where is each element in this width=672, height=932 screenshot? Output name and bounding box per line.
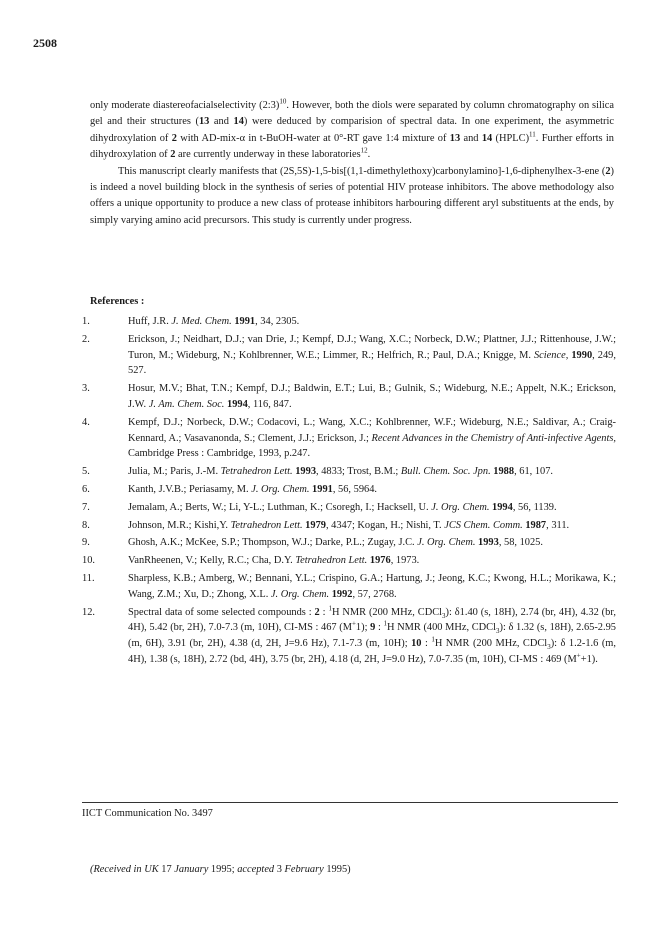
journal-name: Tetrahedron Lett. (295, 555, 368, 567)
journal-name: Tetrahedron Lett. (220, 466, 293, 478)
compound-number: 2 (314, 606, 320, 618)
citation-superscript: 12 (360, 146, 368, 155)
reference-year: 1991 (231, 316, 256, 327)
reference-item: 11. Sharpless, K.B.; Amberg, W.; Bennani, Y.L.; Crispino, G.A.; Hartung, J.; Jeong, K.C.; Kwong, H.L.; Morikawa, K.; Wang, Z.M.; Xu, D.; Zhong, X.L. J. Org. Chem. 1992, 57, 2768. (82, 572, 616, 600)
journal-name: J. Org. Chem. (417, 537, 476, 549)
reference-year: 1994 (489, 501, 513, 513)
journal-name: Science, (533, 349, 569, 361)
reference-year: 1987 (522, 519, 547, 531)
reference-number: 6. (82, 483, 90, 495)
reference-year: 1994 (224, 398, 248, 410)
reference-number: 8. (82, 519, 90, 531)
reference-year: 1991 (309, 483, 333, 495)
page-number: 2508 (33, 36, 57, 50)
references-list (82, 314, 616, 670)
reference-item: 3. Hosur, M.V.; Bhat, T.N.; Kempf, D.J.; Baldwin, E.T.; Lui, B.; Gulnik, S.; Wideburg, N.E.; Appelt, N.K.; Erickson, J.W. J. Am. Chem. Soc. 1994, 116, 847. (82, 383, 616, 410)
reference-year: 1993 (475, 537, 499, 549)
compound-number: 14 (481, 132, 493, 144)
citation-superscript: 11 (529, 130, 536, 139)
reference-number: 2. (82, 333, 90, 345)
references-heading: References : (90, 296, 145, 307)
reference-number: 3. (82, 383, 90, 395)
reference-item: 10. VanRheenen, V.; Kelly, R.C.; Cha, D.Y. Tetrahedron Lett. 1976, 1973. (82, 553, 616, 569)
reference-item: 4. Kempf, D.J.; Norbeck, D.W.; Codacovi, L.; Wang, X.C.; Kohlbrenner, W.F.; Wideburg, N.E.; Saldivar, A.; Craig-Kennard, A.; Vasavanonda, S.; Clement, J.J.; Erickson, J.; Recent Advances in the Chemistry of Anti-infective Agents, Cambridge Press : Cambridge, 1993, p.247. (82, 416, 616, 460)
compound-number: 10 (411, 638, 422, 650)
reference-item: 6. Kanth, J.V.B.; Periasamy, M. J. Org. Chem. 1991, 56, 5964. (82, 482, 616, 498)
reference-year: 1976 (367, 555, 391, 567)
journal-name: J. Org. Chem. (431, 501, 490, 513)
compound-number: 9 (370, 622, 376, 634)
paragraph-1: only moderate diastereofacialselectivity (2:3)$^{10}$. However, both the diols were separated by column chromatography on silica gel and their structures (13 and 14) were deduced by comparision of spectral data. In one experiment, the asymmetric dihydroxylation of 2 with AD-mix-α in t-BuOH-water at 0°-RT gave 1:4 mixture of 13 and 14 (HPLC)$^{11}$. Further efforts in dihydroxylation of 2 are currently underway in these laboratories$^{12}$. (90, 97, 615, 161)
received-date-line: (Received in UK 17 January 1995; accepted 3 February 1995) (90, 864, 351, 875)
paragraph-2: This manuscript clearly manifests that (2S,5S)-1,5-bis[(1,1-dimethylethoxy)carbonylamino]-1,6-diphenylhex-3-ene (2) is indeed a novel building block in the synthesis of series of potential HIV protease inhibitors. The above methodology also offers a unique opportunity to produce a new class of protease inhibitors harbouring different aryl substituents at the ends, by simply varying amino acid precursors. This study is currently under progress. (90, 165, 614, 226)
compound-number: 2 (170, 149, 176, 161)
reference-number: 11. (82, 572, 95, 584)
journal-name: JCS Chem. Comm. (444, 519, 523, 531)
reference-number: 4. (82, 416, 90, 428)
book-title: Recent Advances in the Chemistry of Anti-infective Agents, (371, 432, 616, 444)
reference-item: 8. Johnson, M.R.; Kishi,Y. Tetrahedron Lett. 1979, 4347; Kogan, H.; Nishi, T. JCS Chem. Comm. 1987, 311. (82, 518, 616, 534)
reference-number: 5. (82, 466, 90, 478)
reference-item: 2. Erickson, J.; Neidhart, D.J.; van Drie, J.; Kempf, D.J.; Wang, X.C.; Norbeck, D.W.; Plattner, J.J.; Rittenhouse, J.W.; Turon, M.; Wideburg, N.; Kohlbrenner, W.E.; Limmer, R.; Helfrich, R.; Paul, D.A.; Knigge, M. Science, 1990, 249, 527. (82, 333, 616, 377)
compound-number: 13 (449, 132, 461, 144)
compound-number: 14 (233, 116, 244, 128)
journal-name: J. Am. Chem. Soc. (148, 398, 225, 410)
reference-item: 9. Ghosh, A.K.; McKee, S.P.; Thompson, W.J.; Darke, P.L.; Zugay, J.C. J. Org. Chem. 1993, 58, 1025. (82, 535, 616, 551)
journal-name: J. Org. Chem. (251, 483, 310, 495)
reference-number: 1. (82, 316, 90, 327)
reference-number: 7. (82, 501, 90, 513)
footnote: IICT Communication No. 3497 (82, 808, 213, 819)
reference-year: 1988 (490, 466, 515, 478)
compound-number: 2 (171, 132, 177, 144)
compound-number: 2 (605, 165, 611, 177)
reference-year: 1990 (568, 349, 593, 361)
footnote-divider (82, 802, 618, 803)
reference-item: 7. Jemalam, A.; Berts, W.; Li, Y-L.; Luthman, K.; Csoregh, I.; Hacksell, U. J. Org. Chem. 1994, 56, 1139. (82, 500, 616, 516)
reference-number: 12. (82, 606, 95, 618)
citation-superscript: 10 (279, 97, 287, 106)
reference-number: 9. (82, 537, 90, 549)
reference-item: 1. Huff, J.R. J. Med. Chem. 1991, 34, 2305. (82, 314, 616, 330)
reference-year: 1992 (329, 588, 353, 600)
body-text (90, 98, 614, 229)
journal-name: Tetrahedron Lett. (230, 519, 303, 531)
reference-item: 12. Spectral data of some selected compounds : 2 : $^1$H NMR (200 MHz, CDCl$_3$): δ1.40 (s, 18H), 2.74 (br, 4H), 4.32 (br, 4H), 5.42 (br, 2H), 7.0-7.3 (m, 10H), CI-MS : 467 (M+1); 9 : $^1$H NMR (400 MHz, CDCl$_3$): δ 1.32 (s, 18H), 2.65-2.95 (m, 6H), 3.91 (br, 2H), 4.38 (d, 2H, J=9.6 Hz), 7.1-7.3 (m, 10H); 10 : $^1$H NMR (200 MHz, CDCl$_3$): δ 1.2-1.6 (m, 4H), 1.38 (s, 18H), 2.72 (bd, 4H), 3.75 (br, 2H), 4.18 (d, 2H, J=9.0 Hz), 7.0-7.35 (m, 10H), CI-MS : 469 (M++1). (82, 604, 616, 665)
reference-year: 1979 (302, 519, 326, 531)
journal-name: J. Med. Chem. (171, 316, 232, 327)
reference-item: 5. Julia, M.; Paris, J.-M. Tetrahedron Lett. 1993, 4833; Trost, B.M.; Bull. Chem. Soc. Jpn. 1988, 61, 107. (82, 464, 616, 480)
compound-number: 13 (198, 116, 210, 128)
journal-name: J. Org. Chem. (270, 588, 330, 600)
reference-year: 1993 (292, 466, 317, 478)
reference-number: 10. (82, 555, 95, 567)
journal-name: Bull. Chem. Soc. Jpn. (400, 466, 491, 478)
